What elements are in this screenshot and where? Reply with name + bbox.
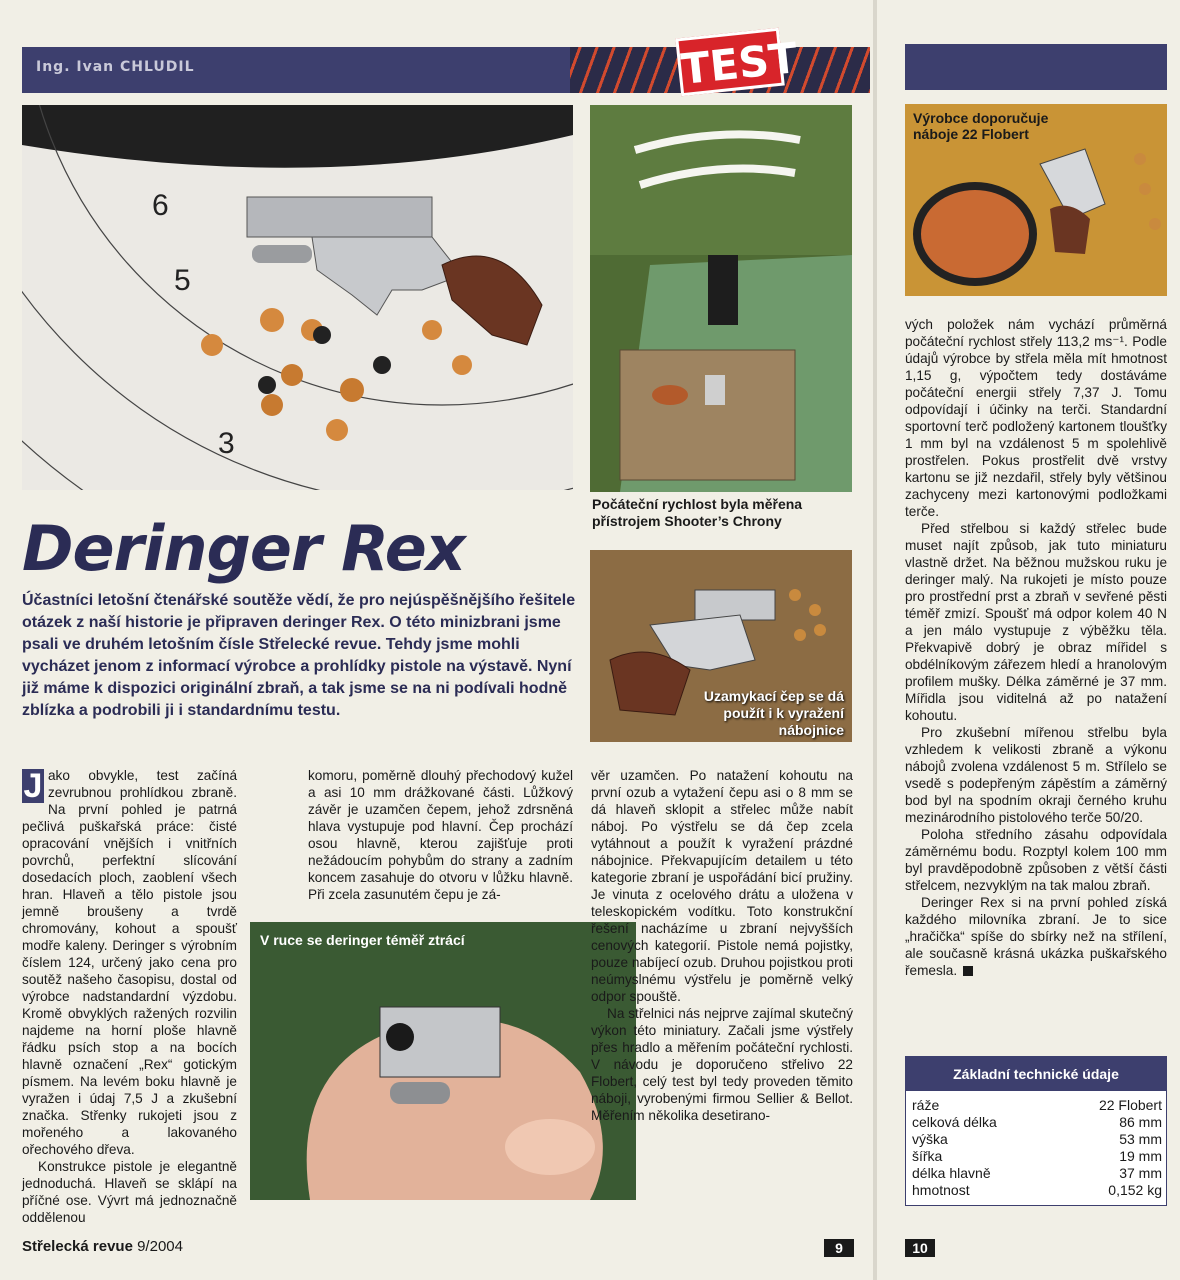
table-row: hmotnost 0,152 kg [912,1182,1162,1198]
paragraph: Před střelbou si každý střelec bude muset najít způsob, jak tuto miniaturu vlastně držet. Na běžnou mužskou ruku je deringer malý. Na rukojeti je místo pouze pro prostřední prst a zbraň v sevřené pěsti téměř zmizí. Spoušť má odpor kolem 40 N a jen málo vystupuje z výběžku těla. Překvapivě dobrý je obraz mířidel s obdélníkovým zářezem hledí a hranolovým profilem mušky. Délka záměrné je 37 mm. Mířidla jsou viditelná až po natažení kohoutu. [905,521,1167,723]
photo-deringer-on-target [22,105,573,490]
text-column-3 [591,767,853,1124]
specs-box [905,1056,1167,1206]
dropcap: J [23,767,43,805]
paragraph: Na střelnici nás nejprve zajímal skutečný výkon této miniatury. Začali jsme výstřely přes hradlo a měřením počáteční rychlosti. V návodu je doporučeno střelivo 22 Flobert, celý test byl tedy proveden těmito náboji, vyrobenými firmou Sellier & Bellot. Měřením několika desetirano- [591,1006,853,1123]
caption-pin: Uzamykací čep se dá použít i k vyražení nábojnice [703,688,844,738]
page-number-left: 9 [824,1239,854,1257]
target-number-6: 6 [152,189,169,222]
specs-table [912,1097,1162,1199]
header-bar-right [905,44,1167,90]
target-number-3: 3 [218,427,235,460]
paragraph: vých položek nám vychází průměrná počáteční rychlost střely 113,2 ms⁻¹. Podle údajů výrobce by střela měla mít hmotnost 1,15 g, výpočtem tedy dostáváme počáteční energii střely 7,37 J. Tomu odpovídají i účinky na terči. Standardní sportovní terč podložený kartonem tloušťky 1 mm byl na vzdálenost 5 m spolehlivě prostřelen. Pokus prostřelit dvě vrstvy kartonu se již nezdařil, střely byly většinou zachyceny mezi kartonovými podložkami terče. [905,317,1167,519]
paragraph: Konstrukce pistole je elegantně jednoduchá. Hlaveň se sklápí na příčné ose. Vývrt má jednoznačně oddělenou [22,1159,237,1225]
paragraph: Pro zkušební mířenou střelbu byla vzhledem k velikosti zbraně a výkonu nábojů zvolena vzdálenost 5 m. Střílelo se vsedě s podepřeným zápěstím a záměrný bod byl na spodním okraji černého kruhu mezinárodního pistolového terče 50/20. [905,725,1167,825]
table-row: šířka 19 mm [912,1148,1162,1164]
paragraph: věr uzamčen. Po natažení kohoutu na první ozub a vytažení čepu asi o 8 mm se dá hlaveň sklopit a střelec může nabít náboj. Po výstřelu se dá čep zcela vytáhnout a použít k vyražení prázdné nábojnice. Překvapujícím detailem u této kategorie zbraní je uspořádání bicí pružiny. Je vinuta z ocelového drátu a uložena v teleskopickém vodítku. Toto konstrukční řešení nacházíme u zbraní nejvyšších cenových kategorií. Pistole nemá pojistky, pouze nabíjecí ozub. Druhou pojistkou proti neúmyslnému výstřelu je poměrně velký odpor spouště. [591,768,853,1004]
target-number-5: 5 [174,264,191,297]
table-row: ráže 22 Flobert [912,1097,1162,1113]
text-column-2 [308,767,573,903]
test-badge: TEST [675,28,784,97]
paragraph: Deringer Rex si na první pohled získá každého milovníka zbraní. Je to sice „hračička“ spíše do sbírky než na střílení, ale současně krásná ukázka puškařského řemesla. [905,895,1167,978]
table-row: výška 53 mm [912,1131,1162,1147]
table-row: celková délka 86 mm [912,1114,1162,1130]
photo-deringer-in-hand [250,922,636,1200]
text-column-4 [905,316,1167,979]
paragraph: J ako obvykle, test začíná zevrubnou prohlídkou zbraně. Na první pohled je patrná pečlivá puškařská práce: čisté opracování vnějších i vnitřních povrchů, perfektní slícování dosedacích ploch, zaoblení všech hran. Hlaveň a tělo pistole jsou jemně broušeny a tvrdě chromovány, kohout a spoušť modře kaleny. Deringer s výrobním číslem 124, určený jako cena pro soutěž našeho časopisu, dostal od výrobce nadstandardní výzdobu. Kromě obvyklých ražených rozvilin najdeme na horní ploše hlavně řádku psích stop a na bocích hlavně označení „Rex“ gotickým písmem. Na levém boku hlavně je vyražen i údaj 7,5 J a zkušební značka. Střenky rukojeti jsou z mořeného a lakovaného ořechového dřeva. [22,767,237,1157]
specs-heading: Základní technické údaje [906,1057,1166,1091]
photo-locking-pin [590,550,852,742]
photo-ammunition [905,104,1167,296]
article-lead: Účastníci letošní čtenářské soutěže vědí, že pro nejúspěšnějšího řešitele otázek z naší historie je připraven deringer Rex. O této minizbrani jsme psali ve druhém letošním čísle Střelecké revue. Tehdy jsme mohli vycházet jenom z informací výrobce a prohlídky pistole na výstavě. Nyní již máme k dispozici originální zbraň, a tak jsme se na ni podívali hodně zblízka a podrobili ji i standardnímu testu. [22,592,576,719]
author-name: Ing. Ivan CHLUDIL [36,59,195,75]
caption-ammo: Výrobce doporučuje náboje 22 Flobert [913,110,1049,142]
footer-magazine: Střelecká revue 9/2004 [22,1238,183,1255]
article-title: Deringer Rex [22,512,465,585]
paragraph: Poloha středního zásahu odpovídala záměrnému bodu. Rozptyl kolem 100 mm byl pravděpodobně způsoben z větší části střelcem, nezvyklým na tak malou zbraň. [905,827,1167,893]
caption-chrony: Počáteční rychlost byla měřena přístrojem Shooter’s Chrony [592,496,803,529]
end-mark [963,966,973,976]
caption-hand: V ruce se deringer téměř ztrácí [260,932,465,948]
table-row: délka hlavně 37 mm [912,1165,1162,1181]
paragraph: komoru, poměrně dlouhý přechodový kužel a asi 10 mm drážkované části. Lůžkový závěr je uzamčen čepem, jehož zdrsněná hlava vystupuje pod hlavní. Čep prochází osou hlavně, kterou zajišťuje proti nežádoucím pohybům do strany a zadním koncem zasahuje do otvoru v lůžku hlavně. Při zcela zasunutém čepu je zá- [308,768,573,902]
page-spine [873,0,877,1280]
page-number-right: 10 [905,1239,935,1257]
text-column-1 [22,767,237,1226]
photo-chronograph [590,105,852,492]
